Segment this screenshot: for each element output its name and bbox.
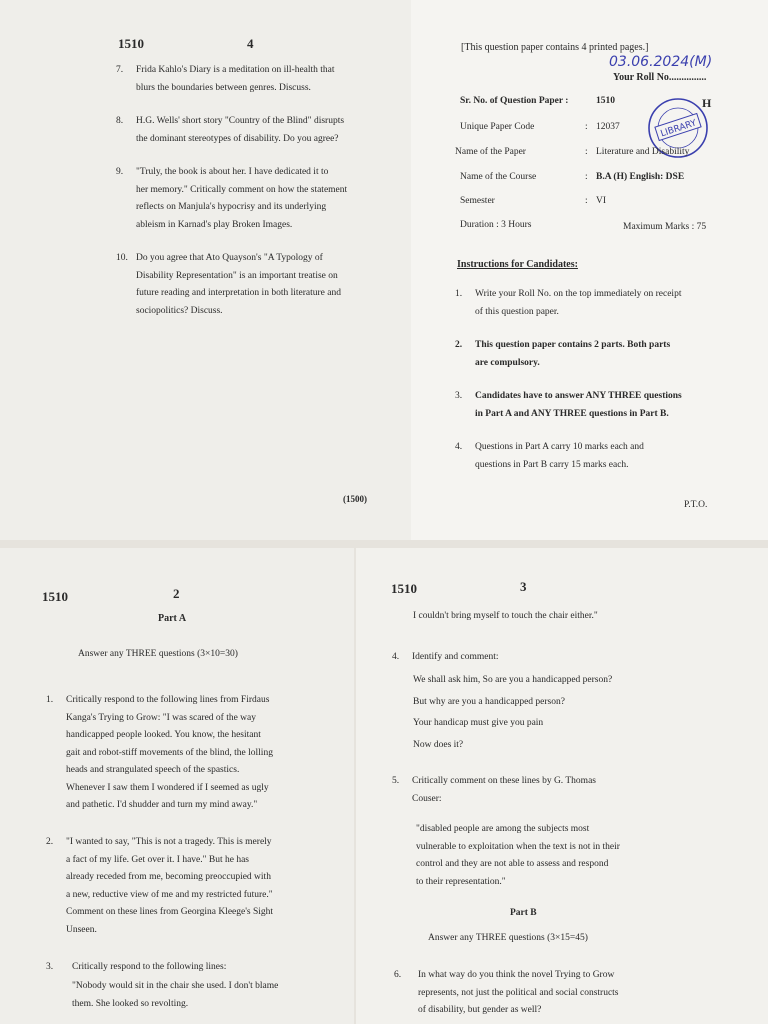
page-number: 4 [247,36,254,51]
paper-code: 1510 [42,589,68,604]
quote-continuation: I couldn't bring myself to touch the chair either." [413,611,598,621]
couser-quote: "disabled people are among the subjects most vulnerable to exploitation when the text is not in their control and they are not able to assess and respond to their representation." [416,824,620,887]
question-number: 10. [116,253,128,263]
instruction-text: Questions in Part A carry 10 marks each and questions in Part B carry 15 marks each. [475,442,644,470]
please-turn-over: P.T.O. [684,500,708,510]
question-text: Identify and comment: [412,652,499,662]
maximum-marks: Maximum Marks : 75 [623,222,707,232]
question-number: 9. [116,167,124,177]
part-b-title: Part B [510,908,537,918]
separator: : [585,172,588,182]
semester-label: Semester [460,196,495,206]
paper-code: 1510 [118,36,144,51]
separator: : [585,196,588,206]
instruction-number: 4. [455,442,463,452]
page-3 [356,548,768,1024]
question-text: Frida Kahlo's Diary is a meditation on ill-health that blurs the boundaries between genres. Discuss. [136,65,335,93]
question-text: H.G. Wells' short story "Country of the Blind" disrupts the dominant stereotypes of disability. Do you agree? [136,116,345,144]
svg-text:LIBRARY: LIBRARY [659,118,698,140]
question-text: In what way do you think the novel Trying to Grow represents, not just the political and social constructs of disability, but gender as well? [418,970,619,1015]
roll-number-label: Your Roll No............... [613,72,707,83]
serial-set-letter: H [702,96,712,110]
page-2 [0,548,354,1024]
paper-code: 1510 [391,581,417,596]
separator: : [585,147,588,157]
instruction-text: This question paper contains 2 parts. Both parts are compulsory. [475,340,671,368]
instruction-number: 1. [455,289,463,299]
instruction-number: 2. [455,340,463,350]
quoted-lines: "Nobody would sit in the chair she used. I don't blame them. She looked so revolting. [72,981,279,1009]
instruction-number: 3. [455,391,463,401]
part-a-instruction: Answer any THREE questions (3×10=30) [78,649,238,659]
instruction-text: Write your Roll No. on the top immediately on receipt of this question paper. [475,289,682,317]
question-number: 3. [46,962,54,972]
part-a-title: Part A [158,613,187,624]
part-b-instruction: Answer any THREE questions (3×15=45) [428,933,588,943]
serial-number-value: 1510 [596,96,615,106]
question-text: "Truly, the book is about her. I have dedicated it to her memory." Critically comment on how the statement reflects on Manjula's hypocrisy and its underlying ableism in Karnad's play Broken Images. [136,167,348,230]
separator: : [585,122,588,132]
question-text: Do you agree that Ato Quayson's "A Typology of Disability Representation" is an important treatise on future reading and interpretation in both literature and sociopolitics? Discuss. [136,253,341,316]
instruction-text: Candidates have to answer ANY THREE questions in Part A and ANY THREE questions in Part B. [475,391,682,419]
library-stamp [647,82,712,174]
paper-name-label: Name of the Paper [455,147,526,157]
question-number: 5. [392,776,400,786]
page-1-cover [411,0,768,540]
question-number: 2. [46,837,54,847]
question-text: Critically respond to the following lines: [72,962,227,972]
semester-value: VI [596,196,607,206]
page-number: 2 [173,586,180,601]
serial-number-label: Sr. No. of Question Paper : [460,96,569,106]
course-label: Name of the Course [460,172,537,182]
paper-code-value: 12037 [596,122,620,132]
poem-lines: We shall ask him, So are you a handicapped person? But why are you a handicapped person? Your handicap must give you pain Now does it? [413,675,613,750]
instructions-title: Instructions for Candidates: [457,259,578,270]
page-count-note: [This question paper contains 4 printed pages.] [461,42,649,53]
copies-count: (1500) [343,494,367,504]
paper-code-label: Unique Paper Code [460,122,535,132]
question-text: Critically respond to the following lines from Firdaus Kanga's Trying to Grow: "I was scared of the way handicapped people looked. You know, the hesitant gait and robot-stiff movements of the blind, the lolling heads and strangulated speech of the spastics. Whenever I saw them I wondered if I seemed as ugly and pathetic. I'd shudder and turn my mind away." [66,695,273,810]
course-value: B.A (H) English: DSE [596,172,685,182]
page-4 [0,0,411,540]
question-text: "I wanted to say, "This is not a tragedy. This is merely a fact of my life. Get over it. I have." But he has already receded from me, becoming preoccupied with a new, reductive view of me and my restricted future." Comment on these lines from Georgina Kleege's Sight Unseen. [66,837,274,935]
question-number: 7. [116,65,124,75]
question-text: Critically comment on these lines by G. Thomas Couser: [412,776,596,804]
question-number: 4. [392,652,400,662]
handwritten-date: 03.06.2024(M) [609,54,713,70]
question-number: 1. [46,695,54,705]
paper-name-value: Literature and Disability [596,147,690,157]
page-number: 3 [520,579,527,594]
question-number: 6. [394,970,402,980]
question-number: 8. [116,116,124,126]
duration: Duration : 3 Hours [460,220,532,230]
